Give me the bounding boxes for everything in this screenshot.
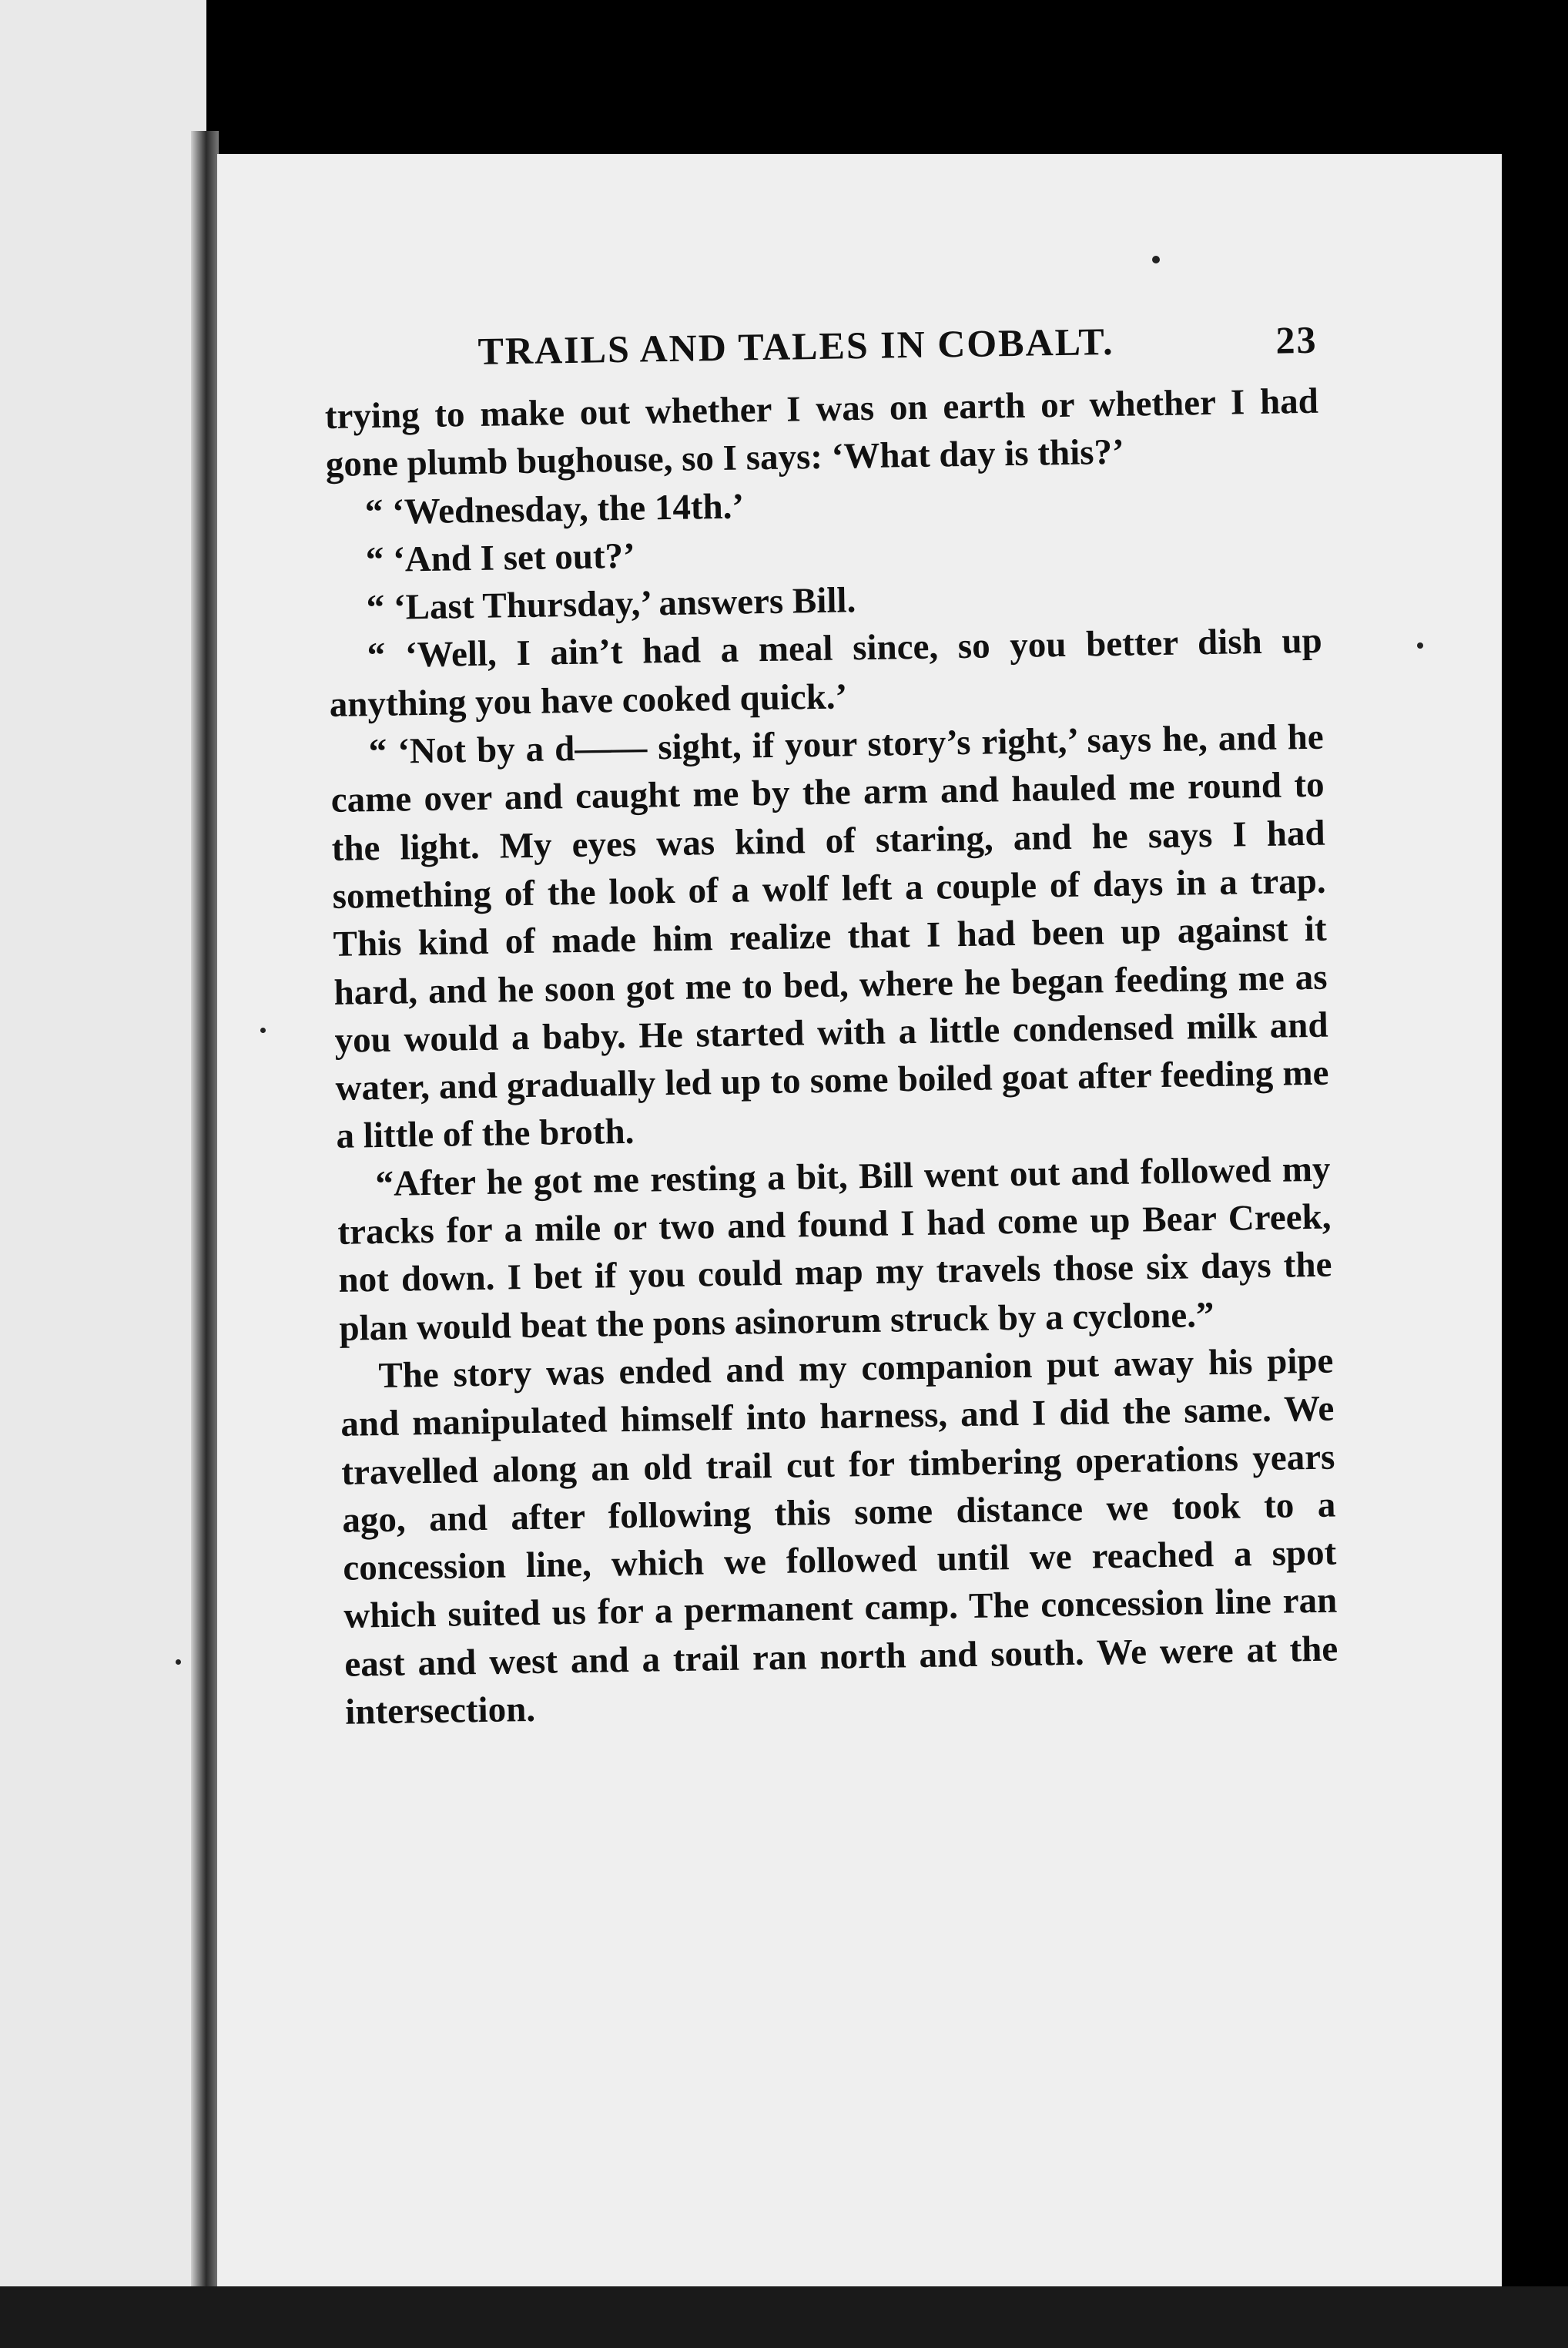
paragraph: “ ‘Well, I ain’t had a meal since, so you better dish up anything you have cooked quick.’ <box>329 621 1323 725</box>
facing-page-edge <box>0 0 206 2348</box>
paragraph: trying to make out whether I was on earth or whether I had gone plumb bughouse, so I says: ‘What day is this?’ <box>324 381 1319 485</box>
dust-speck <box>260 1028 266 1033</box>
paragraph: “ ‘Wednesday, the 14th.’ <box>364 486 745 532</box>
paragraph: The story was ended and my companion put away his pipe and manipulated himself into harness, and I did the same. We travelled along an old trail cut for timbering operations years ago, and after following this some distance we took to a concession line, which we followed until we reached a spot which suited us for a permanent camp. The concession line ran east and west and a trail ran north and south. We were at the intersection. <box>340 1340 1338 1732</box>
scan-bottom-edge <box>0 2286 1568 2348</box>
page-number: 23 <box>1275 317 1318 362</box>
body-text <box>324 377 1338 1736</box>
running-head: TRAILS AND TALES IN COBALT. <box>477 319 1114 373</box>
book-gutter <box>191 131 219 2348</box>
paragraph: “ ‘Not by a d—— sight, if your story’s right,’ says he, and he came over and caught me by the arm and hauled me round to the light. My eyes was kind of staring, and he says I had something of the look of a wolf left a couple of days in a trap. This kind of made him realize that I had been up against it hard, and he soon got me to bed, where he began feeding me as you would a baby. He started with a little condensed milk and water, and gradually led up to some boiled goat after feeding me a little of the broth. <box>330 716 1329 1157</box>
paragraph: “ ‘And I set out?’ <box>365 535 636 581</box>
dust-speck <box>176 1659 181 1665</box>
dust-speck <box>1152 256 1160 263</box>
paragraph: “After he got me resting a bit, Bill went out and followed my tracks for a mile or two and found I had come up Bear Creek, not down. I bet if you could map my travels those six days the plan would beat the pons asinorum struck by a cyclone.” <box>337 1149 1332 1349</box>
page-text-block <box>323 308 1339 1736</box>
dust-speck <box>1417 642 1423 649</box>
paragraph: “ ‘Last Thursday,’ answers Bill. <box>366 580 856 629</box>
